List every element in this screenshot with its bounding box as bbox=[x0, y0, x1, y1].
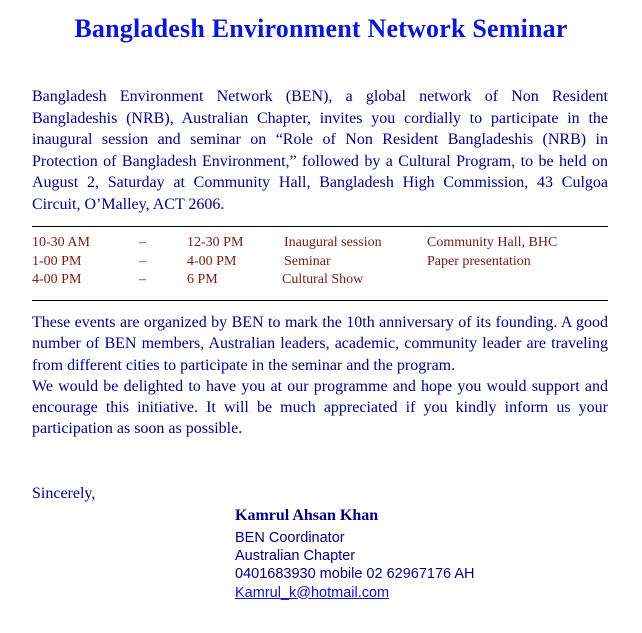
schedule-event: Seminar bbox=[284, 253, 331, 269]
schedule-dash: – bbox=[139, 235, 146, 250]
schedule-row bbox=[32, 254, 612, 273]
signatory-phone: 0401683930 mobile 02 62967176 AH bbox=[235, 566, 475, 583]
closing-salutation: Sincerely, bbox=[32, 485, 96, 502]
schedule-dash: – bbox=[139, 272, 146, 287]
schedule-row bbox=[32, 272, 612, 291]
schedule-venue: Community Hall, BHC bbox=[427, 235, 558, 250]
signatory-role: BEN Coordinator bbox=[235, 530, 345, 546]
signatory-name: Kamrul Ahsan Khan bbox=[235, 507, 379, 524]
schedule-dash: – bbox=[139, 253, 146, 269]
email-link[interactable]: Kamrul_k@hotmail.com bbox=[235, 584, 390, 601]
schedule-end-time: 12-30 PM bbox=[187, 235, 244, 250]
schedule-row bbox=[32, 235, 612, 254]
signatory-chapter: Australian Chapter bbox=[235, 548, 356, 565]
schedule-start-time: 1-00 PM bbox=[32, 253, 82, 269]
body-text bbox=[32, 312, 608, 440]
schedule-end-time: 6 PM bbox=[187, 272, 218, 287]
schedule-venue: Paper presentation bbox=[427, 253, 531, 269]
signature-block bbox=[235, 529, 474, 602]
page-title: Bangladesh Environment Network Seminar bbox=[74, 14, 568, 43]
intro-paragraph: Bangladesh Environment Network (BEN), a global network of Non Resident Bangladeshis (NRB), Australian Chapter, invites you cordially to participate in the inaugural session and seminar on “Role of Non Resident Bangladeshis (NRB) in Protection of Bangladesh Environment,” followed by a Cultural Program, to be held on August 2, Saturday at Community Hall, Bangladesh High Commission, 43 Culgoa Circuit, O’Malley, ACT 2606. bbox=[32, 88, 608, 213]
schedule-end-time: 4-00 PM bbox=[187, 253, 237, 269]
schedule-bottom-divider bbox=[32, 300, 608, 301]
schedule-top-divider bbox=[32, 226, 608, 227]
invitation-paragraph: We would be delighted to have you at our programme and hope you would support and encourage this initiative. It will be much appreciated if you kindly inform us your participation as soon as possible. bbox=[32, 377, 608, 438]
schedule-event: Cultural Show bbox=[282, 272, 364, 287]
anniversary-paragraph: These events are organized by BEN to mark the 10th anniversary of its founding. A good number of BEN members, Australian leaders, academic, community leader are traveling from different cities to participate in the seminar and the program. bbox=[32, 314, 608, 374]
schedule-start-time: 10-30 AM bbox=[32, 235, 90, 250]
schedule-start-time: 4-00 PM bbox=[32, 272, 82, 287]
schedule-event: Inaugural session bbox=[284, 235, 382, 250]
schedule-table bbox=[32, 235, 612, 291]
